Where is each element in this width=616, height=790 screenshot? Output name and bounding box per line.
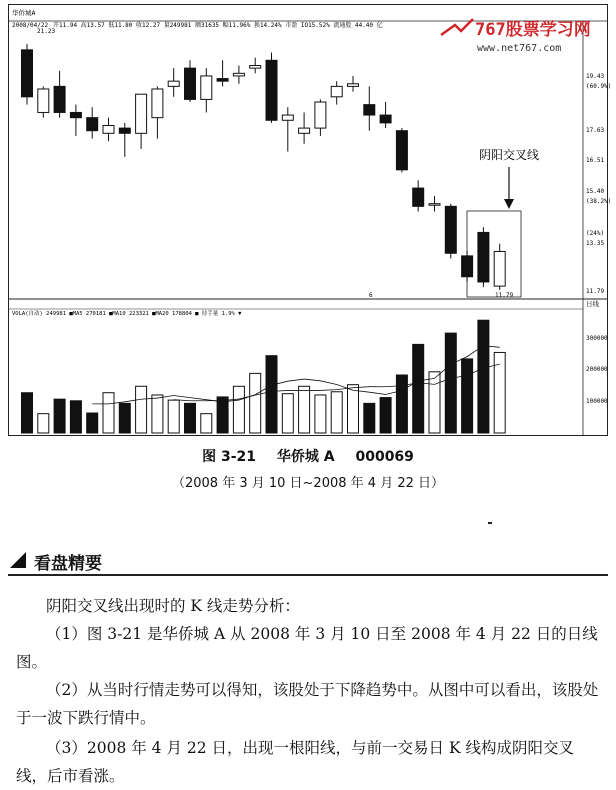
- candle-body-down: [217, 79, 228, 82]
- candle-body-down: [364, 105, 375, 115]
- stray-mark: [488, 522, 492, 524]
- volume-axis-label: 100000: [586, 398, 608, 405]
- candle-body-up: [282, 115, 293, 120]
- price-axis-label: (38.2%): [586, 198, 612, 205]
- candle-body-up: [315, 102, 326, 128]
- candle-body-up: [136, 94, 147, 133]
- high-price-label: 21.23: [37, 28, 56, 35]
- candle-body-down: [70, 112, 81, 117]
- chart-title: 华侨城A: [12, 9, 36, 17]
- candle-body-up: [331, 86, 342, 96]
- candle-body-down: [462, 256, 473, 277]
- candle-body-down: [54, 86, 65, 112]
- section-title: 看盘精要: [34, 554, 102, 574]
- candle-body-up: [233, 73, 244, 76]
- watermark-url: www.net767.com: [477, 43, 562, 54]
- volume-unit: 日线: [586, 300, 599, 308]
- volume-bar: [478, 320, 489, 433]
- volume-bar: [38, 414, 49, 433]
- candle-body-down: [22, 50, 33, 97]
- point-2-paragraph: （2）从当时行情走势可以得知，该股处于下降趋势中。从图中可以看出，该股处于一波下跌行情中。: [16, 681, 599, 727]
- volume-bar: [250, 373, 261, 433]
- candle-body-up: [348, 84, 359, 87]
- price-axis-label: 16.51: [586, 157, 605, 164]
- volume-bar: [54, 399, 65, 433]
- volume-bar: [348, 385, 359, 433]
- price-axis-label: 11.79: [586, 288, 605, 295]
- volume-bar: [462, 359, 473, 433]
- watermark-brand: 767股票学习网: [475, 20, 591, 40]
- candle-group: [22, 44, 506, 290]
- volume-bar: [364, 403, 375, 433]
- volume-bar: [331, 392, 342, 433]
- candle-body-up: [494, 251, 505, 286]
- candle-body-up: [429, 204, 440, 206]
- section-header: [8, 548, 608, 576]
- annotation-arrowhead-icon: [504, 199, 514, 209]
- volume-bar: [266, 356, 277, 433]
- volume-bar: [119, 403, 130, 433]
- volume-bar: [429, 372, 440, 433]
- header-date: 2008/04/22: [12, 22, 49, 29]
- candle-body-down: [380, 115, 391, 123]
- candle-body-down: [87, 118, 98, 131]
- date-marker: 6: [369, 292, 373, 299]
- point-3-paragraph: （3）2008 年 4 月 22 日，出现一根阳线，与前一交易日 K 线构成阴阳交叉线，后市看涨。: [16, 739, 574, 785]
- price-axis-label: 19.43: [586, 73, 605, 80]
- triangle-icon: [10, 552, 26, 568]
- price-axis-label: (60.9%): [586, 83, 612, 90]
- low-price-label: 11.79: [495, 292, 514, 299]
- figure-number: 图 3-21: [202, 449, 256, 465]
- kline-chart: [8, 4, 612, 436]
- intro-paragraph: 阴阳交叉线出现时的 K 线走势分析：: [46, 597, 300, 615]
- volume-bar: [87, 413, 98, 433]
- price-axis-label: 15.40: [586, 188, 605, 195]
- volume-group: [22, 320, 506, 433]
- volume-bar: [185, 403, 196, 433]
- candle-body-down: [266, 60, 277, 120]
- stock-code: 000069: [355, 449, 414, 465]
- volume-axis-label: 200000: [586, 366, 608, 373]
- candle-body-down: [396, 131, 407, 170]
- candle-body-down: [445, 206, 456, 253]
- date-range-caption: （2008 年 3 月 10 日~2008 年 4 月 22 日）: [171, 476, 444, 491]
- candle-body-up: [168, 81, 179, 86]
- volume-header: VOLA(自动) 249981 ■MA5 270181 ■MA10 223321 ■MA20 178804 ■ 持手量 1.9% ▼: [12, 311, 242, 317]
- volume-bar: [22, 393, 33, 433]
- candle-body-up: [38, 89, 49, 112]
- volume-axis-label: 300000: [586, 335, 608, 342]
- volume-bar: [315, 395, 326, 433]
- volume-bar: [136, 386, 147, 433]
- volume-bar: [217, 397, 228, 433]
- candle-body-down: [413, 188, 424, 206]
- volume-bar: [413, 344, 424, 433]
- volume-bar: [168, 400, 179, 433]
- candle-body-down: [185, 68, 196, 99]
- candle-body-up: [299, 128, 310, 133]
- candle-body-up: [250, 66, 261, 69]
- annotation-text: 阴阳交叉线: [479, 148, 540, 162]
- price-axis-label: 17.63: [586, 127, 605, 134]
- candle-body-up: [201, 76, 212, 99]
- volume-bar: [396, 375, 407, 433]
- watermark: [441, 19, 591, 54]
- candle-body-up: [103, 125, 114, 133]
- candle-body-down: [119, 128, 130, 133]
- volume-bar: [445, 333, 456, 433]
- candle-body-up: [152, 89, 163, 118]
- point-1-paragraph: （1）图 3-21 是华侨城 A 从 2008 年 3 月 10 日至 2008 年 4 月 22 日的日线图。: [16, 625, 598, 671]
- stock-name: 华侨城 A: [276, 449, 335, 465]
- price-axis-label: 13.35: [586, 240, 605, 247]
- figure-caption: [0, 446, 616, 466]
- candle-body-down: [478, 232, 489, 282]
- volume-bar: [380, 398, 391, 433]
- price-axis-label: (24%): [586, 230, 605, 237]
- volume-bar: [152, 395, 163, 433]
- volume-bar: [70, 401, 81, 433]
- volume-bar: [299, 386, 310, 433]
- header-ohlc: 开11.94 高13.57 低11.80 收12.27 量249981 额31635 幅11.96% 换14.24% 市盈 IO15.52% 流通股 44.40 亿: [53, 22, 383, 29]
- volume-bar: [233, 386, 244, 433]
- volume-bar: [201, 414, 212, 433]
- kline-chart-svg: [9, 5, 612, 435]
- volume-bar: [282, 394, 293, 433]
- volume-bar: [103, 393, 114, 433]
